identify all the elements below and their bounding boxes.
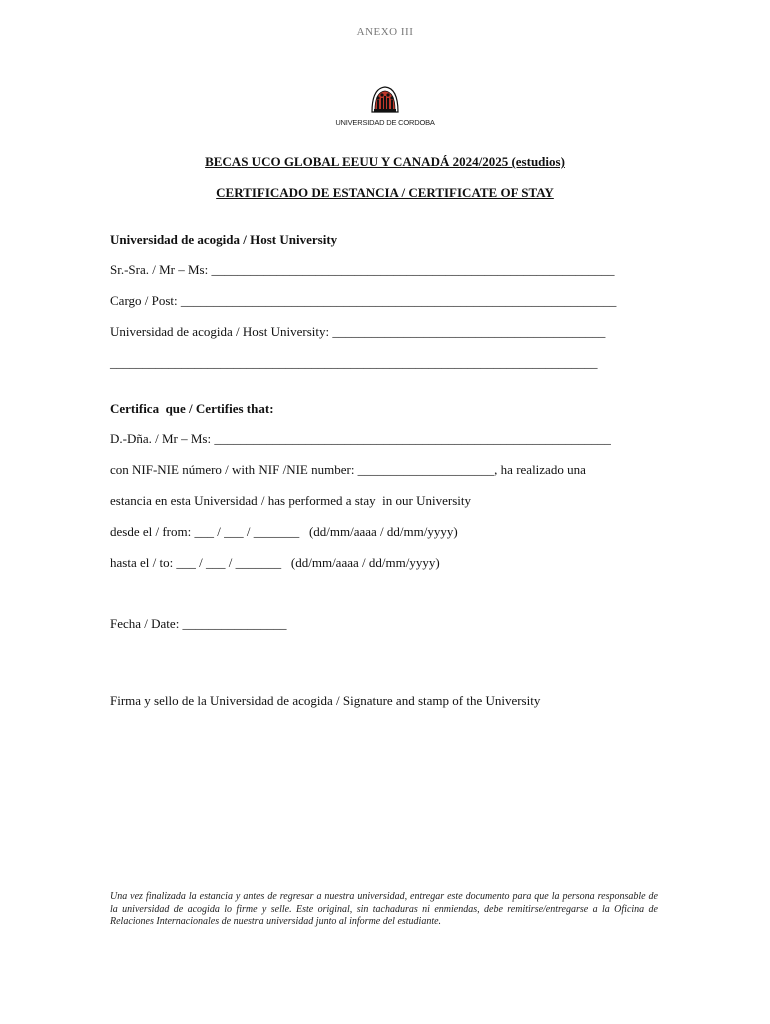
host-name-field: Sr.-Sra. / Mr – Ms: ______________________________________________________________: [110, 262, 615, 277]
host-university-field: Universidad de acogida / Host University: __________________________________________: [110, 324, 606, 339]
host-post-field: Cargo / Post: ___________________________________________________________________: [110, 293, 617, 308]
program-title: BECAS UCO GLOBAL EEUU Y CANADÁ 2024/2025 (estudios): [205, 154, 565, 169]
from-date-field: desde el / from: ___ / ___ / _______ (dd/mm/aaaa / dd/mm/yyyy): [110, 524, 458, 539]
certificate-title: CERTIFICADO DE ESTANCIA / CERTIFICATE OF STAY: [216, 185, 554, 200]
date-field: Fecha / Date: ________________: [110, 616, 287, 631]
university-crest-icon: [368, 84, 402, 116]
certifies-heading: Certifica que / Certifies that:: [110, 401, 274, 416]
host-section-heading: Universidad de acogida / Host University: [110, 232, 338, 247]
student-nif-field: con NIF-NIE número / with NIF /NIE number: _____________________, ha realizado una: [110, 462, 586, 477]
annex-label: ANEXO III: [356, 26, 414, 38]
host-university-continuation-field: ___________________________________________________________________________: [110, 355, 598, 370]
stay-statement: estancia en esta Universidad / has performed a stay in our University: [110, 493, 471, 508]
footer-note: Una vez finalizada la estancia y antes de regresar a nuestra universidad, entregar este documento para que la persona responsable de la universidad de acogida lo firme y selle. Este original, sin tachaduras ni enmiendas, debe remitirse/entregarse a la Oficina de Relaciones Internacionales de nuestra universidad junto al informe del estudiante.: [110, 891, 658, 927]
signature-stamp-label: Firma y sello de la Universidad de acogida / Signature and stamp of the University: [110, 693, 541, 708]
to-date-field: hasta el / to: ___ / ___ / _______ (dd/mm/aaaa / dd/mm/yyyy): [110, 555, 440, 570]
logo-text: UNIVERSIDAD DE CORDOBA: [335, 118, 435, 127]
university-logo: [0, 84, 770, 127]
student-name-field: D.-Dña. / Mr – Ms: _____________________________________________________________: [110, 431, 611, 446]
